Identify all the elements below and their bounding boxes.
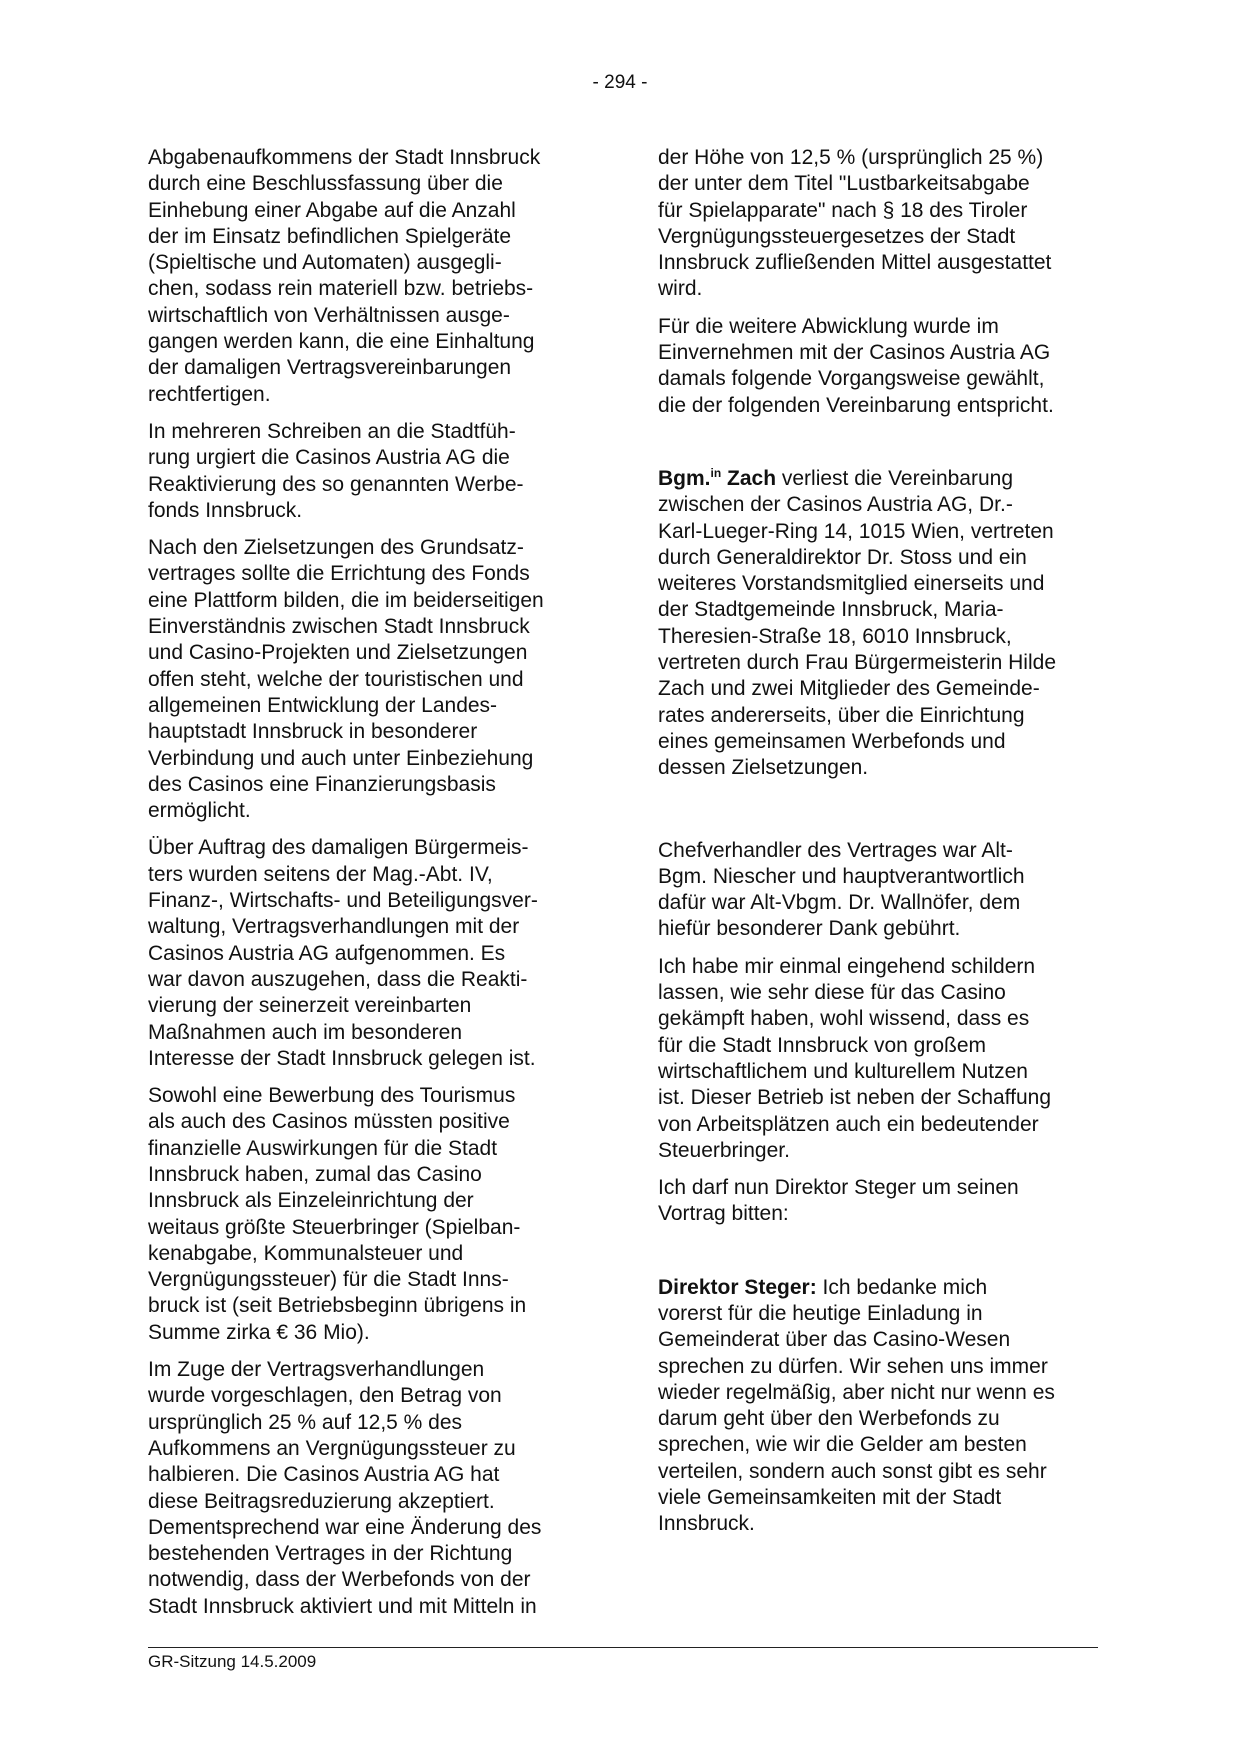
paragraph: Ich habe mir einmal eingehend schildern lassen, wie sehr diese für das Casino gekämpft haben, wohl wissend, dass es für die Stadt Innsbruck von großem wirtschaftlichem und kulturellem Nutzen ist. Dieser Betrieb ist neben der Schaffung von Arbeitsplätzen auch ein bedeutender Steuerbringer. xyxy=(658,954,1052,1162)
speaker-surname: Zach xyxy=(727,466,777,490)
speaker-title-superscript: in xyxy=(710,465,722,480)
paragraph: Im Zuge der Vertragsverhandlungen wurde vorgeschlagen, den Betrag von ursprünglich 25 % auf 12,5 % des Aufkommens an Vergnügungssteuer zu halbieren. Die Casinos Austria AG hat diese Beitragsreduzierung akzeptiert. Dementsprechend war eine Änderung des bestehenden Vertrages in der Richtung notwendig, dass der Werbefonds von der Stadt Innsbruck aktiviert und mit Mitteln in xyxy=(148,1358,542,1618)
speaker-paragraph-zach xyxy=(658,466,1098,782)
speaker-text: Ich bedanke mich vorerst für die heutige Einladung in Gemeinderat über das Casino-Wesen sprechen zu dürfen. Wir sehen uns immer wieder regelmäßig, aber nicht nur wenn es darum geht über den Werbefonds zu sprechen, wie wir die Gelder am besten verteilen, sondern auch sonst gibt es sehr viele Gemeinsamkeiten mit der Stadt Innsbruck. xyxy=(658,1275,1055,1536)
speaker-name: Direktor Steger: xyxy=(658,1275,817,1299)
paragraph: Chefverhandler des Vertrages war Alt- Bgm. Niescher und hauptverantwortlich dafür war Alt-Vbgm. Dr. Wallnöfer, dem hiefür besonderer Dank gebührt. xyxy=(658,838,1025,941)
paragraph: Nach den Zielsetzungen des Grundsatz- vertrages sollte die Errichtung des Fonds eine Plattform bilden, die im beiderseitigen Einverständnis zwischen Stadt Innsbruck und Casino-Projekten und Zielsetzungen offen steht, welche der touristischen und allgemeinen Entwicklung der Landes- hauptstadt Innsbruck in besonderer Verbindung und auch unter Einbeziehung des Casinos eine Finanzierungsbasis ermöglicht. xyxy=(148,536,544,823)
paragraph: Sowohl eine Bewerbung des Tourismus als auch des Casinos müssten positive finanzielle Auswirkungen für die Stadt Innsbruck haben, zumal das Casino Innsbruck als Einzeleinrichtung der weitaus größte Steuerbringer (Spielban- kenabgabe, Kommunalsteuer und Vergnügungssteuer) für die Stadt Inns- bruck ist (seit Betriebsbeginn übrigens in Summe zirka € 36 Mio). xyxy=(148,1084,527,1344)
paragraph: In mehreren Schreiben an die Stadtfüh- rung urgiert die Casinos Austria AG die Reaktivierung des so genannten Werbe- fonds Innsbruck. xyxy=(148,419,524,522)
paragraph: Abgabenaufkommens der Stadt Innsbruck durch eine Beschlussfassung über die Einhebung einer Abgabe auf die Anzahl der im Einsatz befindlichen Spielgeräte (Spieltische und Automaten) ausgegli- chen, sodass rein materiell bzw. betriebs- wirtschaftlich von Verhältnissen ausge- gangen werden kann, die eine Einhaltung der damaligen Vertragsvereinbarungen rechtfertigen. xyxy=(148,146,541,406)
right-column xyxy=(658,145,1098,1549)
paragraph: Ich darf nun Direktor Steger um seinen Vortrag bitten: xyxy=(658,1176,1019,1226)
speaker-name: Bgm. xyxy=(658,466,711,490)
page-number: - 294 - xyxy=(592,72,648,93)
left-column xyxy=(148,145,588,1631)
speaker-paragraph-steger xyxy=(658,1275,1098,1538)
paragraph: Für die weitere Abwicklung wurde im Einvernehmen mit der Casinos Austria AG damals folgende Vorgangsweise gewählt, die der folgenden Vereinbarung entspricht. xyxy=(658,314,1054,417)
paragraph: der Höhe von 12,5 % (ursprünglich 25 %) der unter dem Titel "Lustbarkeitsabgabe für Spielapparate" nach § 18 des Tiroler Vergnügungssteuergesetzes der Stadt Innsbruck zufließenden Mittel ausgestattet wird. xyxy=(658,146,1052,301)
paragraph: Über Auftrag des damaligen Bürgermeis- ters wurden seitens der Mag.-Abt. IV, Finanz-, Wirtschafts- und Beteiligungsver- waltung, Vertragsverhandlungen mit der Casinos Austria AG aufgenommen. Es war davon auszugehen, dass die Reakti- vierung der seinerzeit vereinbarten Maßnahmen auch im besonderen Interesse der Stadt Innsbruck gelegen ist. xyxy=(148,836,538,1070)
footer-divider xyxy=(148,1647,1098,1648)
footer-text: GR-Sitzung 14.5.2009 xyxy=(148,1652,317,1671)
speaker-text: verliest die Vereinbarung zwischen der Casinos Austria AG, Dr.- Karl-Lueger-Ring 14, 1015 Wien, vertreten durch Generaldirektor Dr. Stoss und ein weiteres Vorstandsmitglied einerseits und der Stadtgemeinde Innsbruck, Maria- Theresien-Straße 18, 6010 Innsbruck, vertreten durch Frau Bürgermeisterin Hilde Zach und zwei Mitglieder des Gemeinde- rates andererseits, über die Einrichtung eines gemeinsamen Werbefonds und dessen Zielsetzungen. xyxy=(658,466,1056,780)
